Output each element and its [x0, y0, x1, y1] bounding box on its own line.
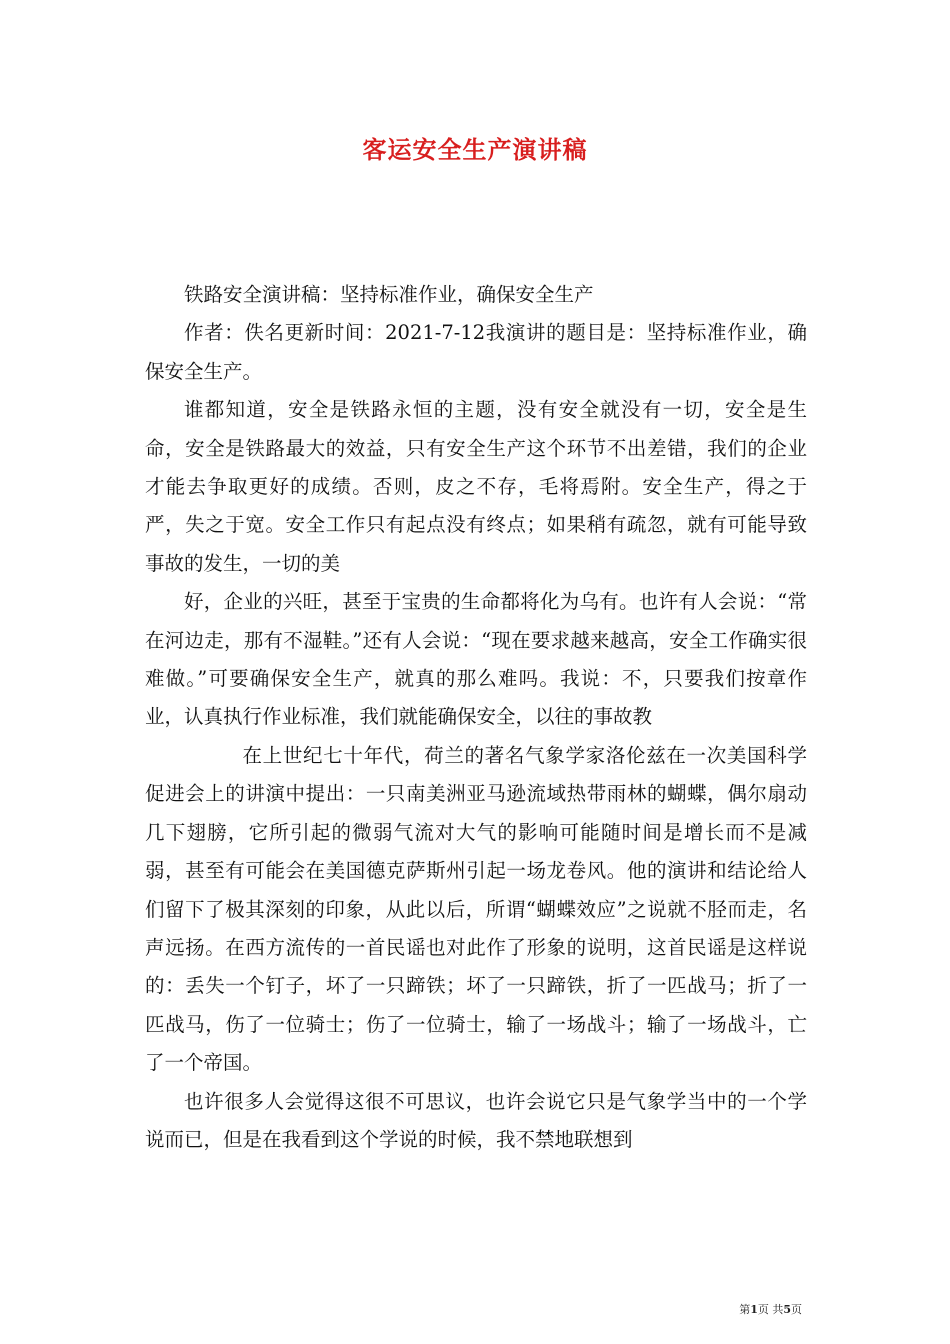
document-title: 客运安全生产演讲稿 — [362, 135, 588, 164]
document-body — [145, 276, 807, 1159]
paragraph-safety-theme: 谁都知道，安全是铁路永恒的主题，没有安全就没有一切，安全是生命，安全是铁路最大的效益，只有安全生产这个环节不出差错，我们的企业才能去争取更好的成绩。否则，皮之不存，毛将焉附。安全生产，得之于严，失之于宽。安全工作只有起点没有终点；如果稍有疏忽，就有可能导致事故的发生，一切的美 — [145, 398, 807, 575]
footer-prefix: 第 — [739, 1303, 751, 1316]
paragraph-subtitle: 铁路安全演讲稿：坚持标准作业，确保安全生产 — [184, 283, 594, 306]
page-number-footer — [739, 1302, 802, 1318]
paragraph-author-date: 作者：佚名更新时间：2021-7-12我演讲的题目是：坚持标准作业，确保安全生产。 — [145, 321, 807, 383]
footer-suffix: 页 — [791, 1303, 802, 1316]
footer-middle: 页 共 — [757, 1303, 784, 1316]
current-page-number: 1 — [750, 1303, 758, 1316]
paragraph-butterfly-effect: 在上世纪七十年代，荷兰的著名气象学家洛伦兹在一次美国科学促进会上的讲演中提出：一只南美洲亚马逊流域热带雨林的蝴蝶，偶尔扇动几下翅膀，它所引起的微弱气流对大气的影响可能随时间是增长而不是减弱，甚至有可能会在美国德克萨斯州引起一场龙卷风。他的演讲和结论给人们留下了极其深刻的印象，从此以后，所谓“蝴蝶效应”之说就不胫而走，名声远扬。在西方流传的一首民谣也对此作了形象的说明，这首民谣是这样说的：丢失一个钉子，坏了一只蹄铁；坏了一只蹄铁，折了一匹战马；折了一匹战马，伤了一位骑士；伤了一位骑士，输了一场战斗；输了一场战斗，亡了一个帝国。 — [145, 743, 807, 1075]
total-page-number: 5 — [783, 1303, 791, 1316]
paragraph-reflection: 也许很多人会觉得这很不可思议，也许会说它只是气象学当中的一个学说而已，但是在我看到这个学说的时候，我不禁地联想到 — [145, 1089, 807, 1151]
paragraph-safety-continued: 好，企业的兴旺，甚至于宝贵的生命都将化为乌有。也许有人会说：“常在河边走，那有不湿鞋。”还有人会说：“现在要求越来越高，安全工作确实很难做。”可要确保安全生产，就真的那么难吗。我说：不，只要我们按章作业，认真执行作业标准，我们就能确保安全，以往的事故教 — [145, 590, 807, 729]
